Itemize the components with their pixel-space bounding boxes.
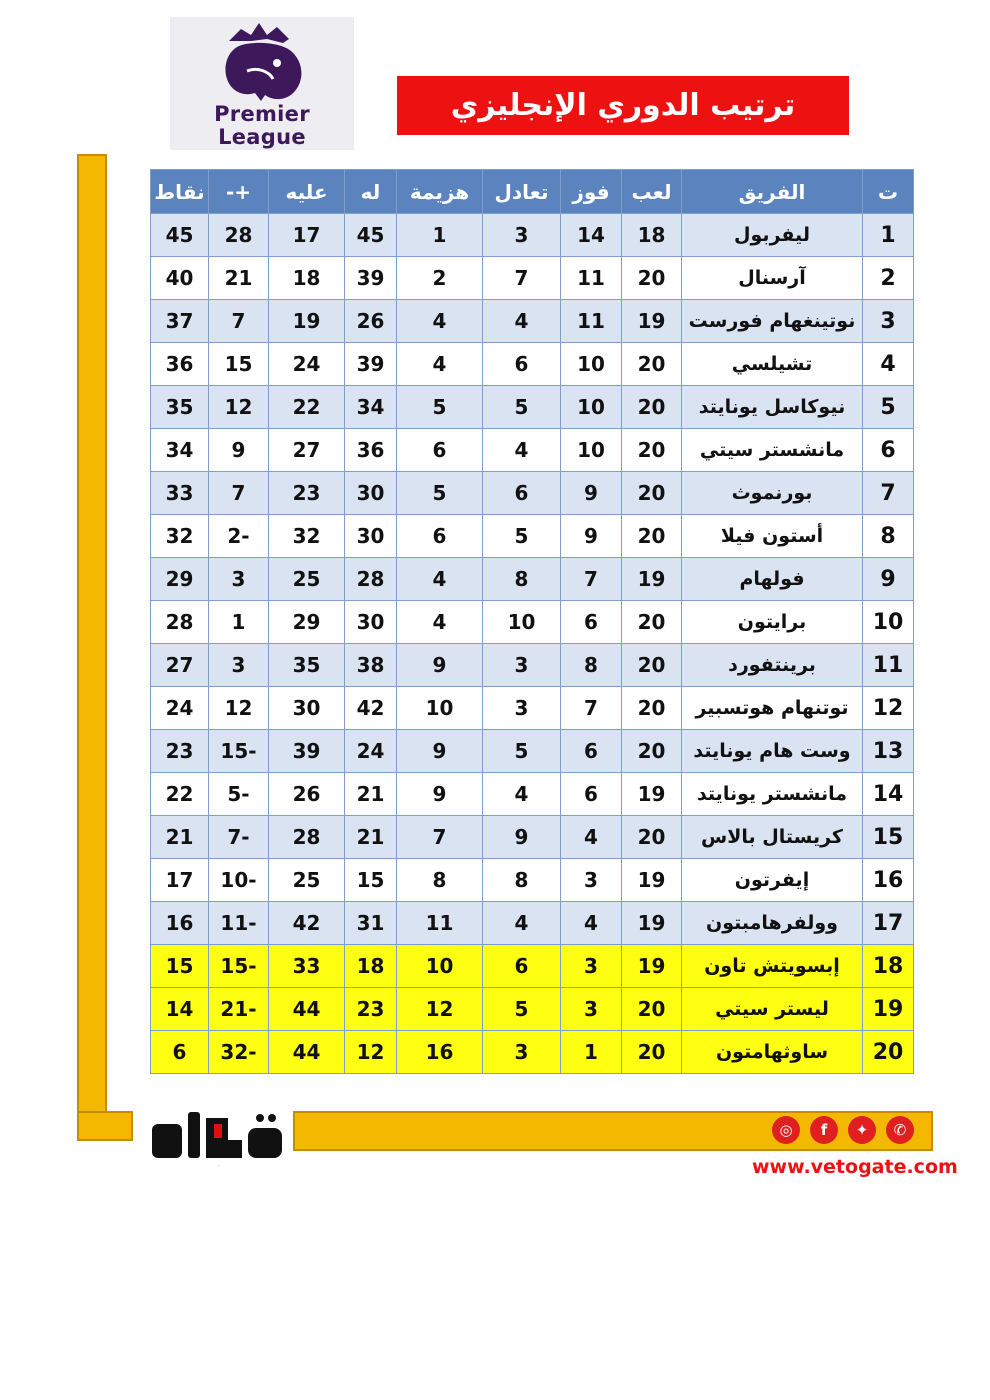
team-cell: ليستر سيتي xyxy=(682,988,863,1031)
team-cell: وست هام يونايتد xyxy=(682,730,863,773)
points-cell: 24 xyxy=(151,687,209,730)
goal-diff-cell: 3 xyxy=(209,644,269,687)
played-cell: 19 xyxy=(622,902,682,945)
goals-for-cell: 39 xyxy=(345,343,397,386)
table-row xyxy=(151,300,914,343)
points-cell: 28 xyxy=(151,601,209,644)
rank-cell: 7 xyxy=(863,472,914,515)
whatsapp-icon[interactable]: ✆ xyxy=(886,1116,914,1144)
goals-against-cell: 18 xyxy=(269,257,345,300)
goals-against-cell: 26 xyxy=(269,773,345,816)
rank-cell: 4 xyxy=(863,343,914,386)
team-cell: ساوثهامتون xyxy=(682,1031,863,1074)
goal-diff-cell: 1 xyxy=(209,601,269,644)
won-cell: 7 xyxy=(561,687,622,730)
goal-diff-cell: 12 xyxy=(209,687,269,730)
points-cell: 14 xyxy=(151,988,209,1031)
team-cell: تشيلسي xyxy=(682,343,863,386)
played-cell: 20 xyxy=(622,343,682,386)
rank-cell: 20 xyxy=(863,1031,914,1074)
table-row xyxy=(151,515,914,558)
won-cell: 10 xyxy=(561,386,622,429)
points-cell: 21 xyxy=(151,816,209,859)
goal-diff-cell: 7- xyxy=(209,816,269,859)
goal-diff-cell: 21 xyxy=(209,257,269,300)
team-cell: نيوكاسل يونايتد xyxy=(682,386,863,429)
table-row xyxy=(151,644,914,687)
goal-diff-cell: 7 xyxy=(209,300,269,343)
goal-diff-cell: 11- xyxy=(209,902,269,945)
team-cell: مانشستر سيتي xyxy=(682,429,863,472)
points-cell: 35 xyxy=(151,386,209,429)
goals-for-cell: 45 xyxy=(345,214,397,257)
lost-cell: 8 xyxy=(397,859,483,902)
veto-logo xyxy=(150,1104,286,1168)
goals-against-cell: 25 xyxy=(269,859,345,902)
table-row xyxy=(151,214,914,257)
rank-cell: 13 xyxy=(863,730,914,773)
drawn-cell: 7 xyxy=(483,257,561,300)
team-cell: بورنموث xyxy=(682,472,863,515)
won-cell: 3 xyxy=(561,988,622,1031)
column-header: ت xyxy=(863,170,914,214)
won-cell: 4 xyxy=(561,816,622,859)
lost-cell: 7 xyxy=(397,816,483,859)
played-cell: 20 xyxy=(622,472,682,515)
rank-cell: 16 xyxy=(863,859,914,902)
table-body xyxy=(151,214,914,1074)
table-row xyxy=(151,730,914,773)
won-cell: 1 xyxy=(561,1031,622,1074)
lost-cell: 10 xyxy=(397,687,483,730)
goals-for-cell: 12 xyxy=(345,1031,397,1074)
played-cell: 20 xyxy=(622,429,682,472)
veto-brand-text: ڤيتو xyxy=(218,1166,220,1167)
goal-diff-cell: 15 xyxy=(209,343,269,386)
rank-cell: 8 xyxy=(863,515,914,558)
rank-cell: 14 xyxy=(863,773,914,816)
goals-for-cell: 24 xyxy=(345,730,397,773)
header-row xyxy=(151,170,914,214)
played-cell: 20 xyxy=(622,687,682,730)
played-cell: 20 xyxy=(622,515,682,558)
table-row xyxy=(151,988,914,1031)
goal-diff-cell: 15- xyxy=(209,730,269,773)
won-cell: 6 xyxy=(561,730,622,773)
logo-line2: League xyxy=(218,125,306,149)
lost-cell: 4 xyxy=(397,601,483,644)
lost-cell: 9 xyxy=(397,773,483,816)
won-cell: 6 xyxy=(561,601,622,644)
team-cell: كريستال بالاس xyxy=(682,816,863,859)
column-header: نقاط xyxy=(151,170,209,214)
lost-cell: 6 xyxy=(397,429,483,472)
won-cell: 6 xyxy=(561,773,622,816)
drawn-cell: 6 xyxy=(483,343,561,386)
goals-against-cell: 32 xyxy=(269,515,345,558)
points-cell: 23 xyxy=(151,730,209,773)
table-row xyxy=(151,1031,914,1074)
points-cell: 6 xyxy=(151,1031,209,1074)
played-cell: 20 xyxy=(622,257,682,300)
goals-for-cell: 15 xyxy=(345,859,397,902)
team-cell: آرسنال xyxy=(682,257,863,300)
goals-against-cell: 22 xyxy=(269,386,345,429)
rank-cell: 3 xyxy=(863,300,914,343)
table-row xyxy=(151,902,914,945)
goal-diff-cell: 10- xyxy=(209,859,269,902)
rank-cell: 5 xyxy=(863,386,914,429)
goal-diff-cell: 7 xyxy=(209,472,269,515)
lost-cell: 9 xyxy=(397,644,483,687)
team-cell: توتنهام هوتسبير xyxy=(682,687,863,730)
table-row xyxy=(151,429,914,472)
lost-cell: 4 xyxy=(397,558,483,601)
goal-diff-cell: 2- xyxy=(209,515,269,558)
points-cell: 36 xyxy=(151,343,209,386)
twitter-icon[interactable]: ✦ xyxy=(848,1116,876,1144)
points-cell: 17 xyxy=(151,859,209,902)
standings-table xyxy=(150,169,914,1074)
goals-for-cell: 21 xyxy=(345,816,397,859)
drawn-cell: 5 xyxy=(483,988,561,1031)
goals-against-cell: 17 xyxy=(269,214,345,257)
title-banner xyxy=(397,76,849,135)
won-cell: 9 xyxy=(561,515,622,558)
rank-cell: 18 xyxy=(863,945,914,988)
points-cell: 22 xyxy=(151,773,209,816)
won-cell: 8 xyxy=(561,644,622,687)
goals-against-cell: 19 xyxy=(269,300,345,343)
drawn-cell: 4 xyxy=(483,773,561,816)
goals-against-cell: 27 xyxy=(269,429,345,472)
team-cell: نوتينغهام فورست xyxy=(682,300,863,343)
goals-against-cell: 23 xyxy=(269,472,345,515)
rank-cell: 1 xyxy=(863,214,914,257)
goal-diff-cell: 15- xyxy=(209,945,269,988)
goals-for-cell: 30 xyxy=(345,601,397,644)
table-row xyxy=(151,257,914,300)
page-title: ترتيب الدوري الإنجليزي xyxy=(450,88,796,123)
goals-against-cell: 44 xyxy=(269,1031,345,1074)
won-cell: 11 xyxy=(561,257,622,300)
played-cell: 20 xyxy=(622,816,682,859)
won-cell: 11 xyxy=(561,300,622,343)
table-row xyxy=(151,816,914,859)
goals-against-cell: 39 xyxy=(269,730,345,773)
column-header: عليه xyxy=(269,170,345,214)
drawn-cell: 8 xyxy=(483,558,561,601)
played-cell: 20 xyxy=(622,730,682,773)
rank-cell: 11 xyxy=(863,644,914,687)
drawn-cell: 3 xyxy=(483,214,561,257)
table-row xyxy=(151,558,914,601)
goals-against-cell: 25 xyxy=(269,558,345,601)
facebook-icon[interactable]: f xyxy=(810,1116,838,1144)
table-row xyxy=(151,687,914,730)
goals-against-cell: 24 xyxy=(269,343,345,386)
lost-cell: 16 xyxy=(397,1031,483,1074)
goals-for-cell: 30 xyxy=(345,472,397,515)
column-header: +- xyxy=(209,170,269,214)
played-cell: 19 xyxy=(622,945,682,988)
goals-for-cell: 21 xyxy=(345,773,397,816)
points-cell: 40 xyxy=(151,257,209,300)
instagram-icon[interactable]: ◎ xyxy=(772,1116,800,1144)
drawn-cell: 4 xyxy=(483,429,561,472)
won-cell: 9 xyxy=(561,472,622,515)
drawn-cell: 9 xyxy=(483,816,561,859)
column-header: تعادل xyxy=(483,170,561,214)
goals-against-cell: 28 xyxy=(269,816,345,859)
points-cell: 27 xyxy=(151,644,209,687)
rank-cell: 17 xyxy=(863,902,914,945)
decorative-bracket-horizontal xyxy=(77,1111,133,1141)
drawn-cell: 4 xyxy=(483,300,561,343)
goals-for-cell: 36 xyxy=(345,429,397,472)
goal-diff-cell: 28 xyxy=(209,214,269,257)
column-header: هزيمة xyxy=(397,170,483,214)
goals-against-cell: 42 xyxy=(269,902,345,945)
team-cell: فولهام xyxy=(682,558,863,601)
column-header: له xyxy=(345,170,397,214)
goal-diff-cell: 21- xyxy=(209,988,269,1031)
won-cell: 10 xyxy=(561,429,622,472)
goals-against-cell: 44 xyxy=(269,988,345,1031)
goals-against-cell: 30 xyxy=(269,687,345,730)
played-cell: 19 xyxy=(622,300,682,343)
played-cell: 20 xyxy=(622,386,682,429)
goal-diff-cell: 3 xyxy=(209,558,269,601)
table-row xyxy=(151,945,914,988)
won-cell: 14 xyxy=(561,214,622,257)
table-row xyxy=(151,472,914,515)
drawn-cell: 3 xyxy=(483,644,561,687)
drawn-cell: 6 xyxy=(483,945,561,988)
points-cell: 32 xyxy=(151,515,209,558)
lost-cell: 10 xyxy=(397,945,483,988)
lost-cell: 4 xyxy=(397,300,483,343)
rank-cell: 6 xyxy=(863,429,914,472)
team-cell: برايتون xyxy=(682,601,863,644)
lost-cell: 5 xyxy=(397,386,483,429)
played-cell: 19 xyxy=(622,773,682,816)
points-cell: 37 xyxy=(151,300,209,343)
table-row xyxy=(151,859,914,902)
goals-for-cell: 23 xyxy=(345,988,397,1031)
team-cell: ليفربول xyxy=(682,214,863,257)
social-icons xyxy=(772,1116,914,1144)
goal-diff-cell: 12 xyxy=(209,386,269,429)
points-cell: 33 xyxy=(151,472,209,515)
team-cell: برينتفورد xyxy=(682,644,863,687)
played-cell: 19 xyxy=(622,558,682,601)
goals-for-cell: 39 xyxy=(345,257,397,300)
column-header: لعب xyxy=(622,170,682,214)
lost-cell: 12 xyxy=(397,988,483,1031)
goal-diff-cell: 32- xyxy=(209,1031,269,1074)
drawn-cell: 5 xyxy=(483,730,561,773)
lost-cell: 9 xyxy=(397,730,483,773)
goals-against-cell: 33 xyxy=(269,945,345,988)
goals-for-cell: 30 xyxy=(345,515,397,558)
rank-cell: 10 xyxy=(863,601,914,644)
decorative-bracket-vertical xyxy=(77,154,107,1141)
drawn-cell: 4 xyxy=(483,902,561,945)
drawn-cell: 6 xyxy=(483,472,561,515)
drawn-cell: 3 xyxy=(483,687,561,730)
rank-cell: 9 xyxy=(863,558,914,601)
lost-cell: 1 xyxy=(397,214,483,257)
played-cell: 20 xyxy=(622,644,682,687)
lost-cell: 11 xyxy=(397,902,483,945)
played-cell: 20 xyxy=(622,988,682,1031)
goals-for-cell: 28 xyxy=(345,558,397,601)
won-cell: 7 xyxy=(561,558,622,601)
team-cell: مانشستر يونايتد xyxy=(682,773,863,816)
goals-for-cell: 34 xyxy=(345,386,397,429)
goal-diff-cell: 5- xyxy=(209,773,269,816)
drawn-cell: 5 xyxy=(483,515,561,558)
table-row xyxy=(151,343,914,386)
column-header: فوز xyxy=(561,170,622,214)
lost-cell: 6 xyxy=(397,515,483,558)
points-cell: 15 xyxy=(151,945,209,988)
points-cell: 45 xyxy=(151,214,209,257)
points-cell: 16 xyxy=(151,902,209,945)
team-cell: وولفرهامبتون xyxy=(682,902,863,945)
drawn-cell: 3 xyxy=(483,1031,561,1074)
won-cell: 3 xyxy=(561,945,622,988)
played-cell: 20 xyxy=(622,1031,682,1074)
lost-cell: 4 xyxy=(397,343,483,386)
won-cell: 3 xyxy=(561,859,622,902)
goals-for-cell: 42 xyxy=(345,687,397,730)
goals-for-cell: 26 xyxy=(345,300,397,343)
goals-against-cell: 29 xyxy=(269,601,345,644)
goals-for-cell: 38 xyxy=(345,644,397,687)
team-cell: إبسويتش تاون xyxy=(682,945,863,988)
drawn-cell: 8 xyxy=(483,859,561,902)
won-cell: 10 xyxy=(561,343,622,386)
played-cell: 19 xyxy=(622,859,682,902)
played-cell: 20 xyxy=(622,601,682,644)
drawn-cell: 10 xyxy=(483,601,561,644)
rank-cell: 12 xyxy=(863,687,914,730)
points-cell: 29 xyxy=(151,558,209,601)
goal-diff-cell: 9 xyxy=(209,429,269,472)
website-link[interactable]: www.vetogate.com xyxy=(752,1156,958,1178)
lost-cell: 5 xyxy=(397,472,483,515)
rank-cell: 2 xyxy=(863,257,914,300)
goals-for-cell: 31 xyxy=(345,902,397,945)
rank-cell: 19 xyxy=(863,988,914,1031)
goals-for-cell: 18 xyxy=(345,945,397,988)
won-cell: 4 xyxy=(561,902,622,945)
goals-against-cell: 35 xyxy=(269,644,345,687)
logo-line1: Premier xyxy=(214,102,310,126)
lion-crest-icon xyxy=(207,21,317,103)
rank-cell: 15 xyxy=(863,816,914,859)
premier-league-logo xyxy=(170,17,354,150)
points-cell: 34 xyxy=(151,429,209,472)
column-header: الفريق xyxy=(682,170,863,214)
table-row xyxy=(151,386,914,429)
table-row xyxy=(151,601,914,644)
team-cell: إيفرتون xyxy=(682,859,863,902)
team-cell: أستون فيلا xyxy=(682,515,863,558)
played-cell: 18 xyxy=(622,214,682,257)
table-row xyxy=(151,773,914,816)
lost-cell: 2 xyxy=(397,257,483,300)
drawn-cell: 5 xyxy=(483,386,561,429)
